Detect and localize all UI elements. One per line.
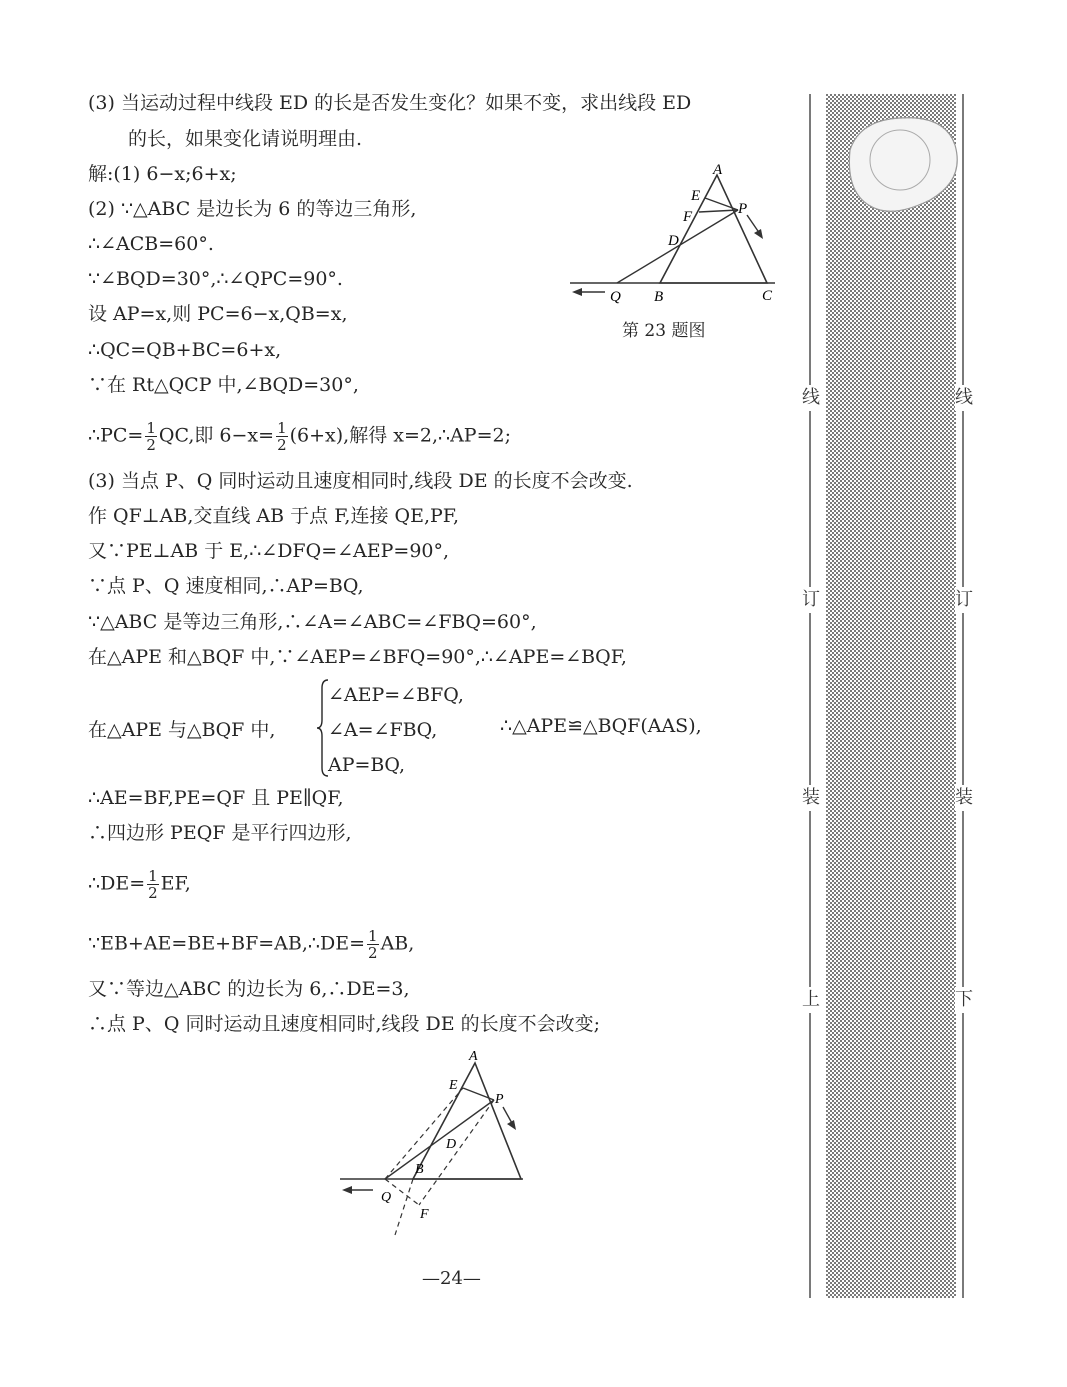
solution-line: ∴∠ACB=60°.: [88, 233, 214, 255]
solution-line: (2) ∵△ABC 是边长为 6 的等边三角形,: [88, 198, 417, 220]
solution-part-3: (3) 当点 P、Q 同时运动且速度相同时,线段 DE 的长度不会改变.: [88, 470, 633, 492]
solution-line: ∴四边形 PEQF 是平行四边形,: [88, 822, 352, 844]
solution-line: ∵△ABC 是等边三角形,∴∠A=∠ABC=∠FBQ=60°,: [88, 611, 537, 633]
solution-line-fraction: ∴PC= $\frac{1}{2}$ QC,即 6−x= $\frac{1}{2}$ (6+x),解得 x=2,∴AP=2;: [88, 419, 512, 454]
margin-char-shang: 上: [802, 987, 820, 1013]
label-D: D: [446, 1137, 457, 1152]
solution-line: 设 AP=x,则 PC=6−x,QB=x,: [88, 303, 348, 325]
figure-caption: 第 23 题图: [622, 321, 706, 341]
label-F: F: [683, 209, 693, 225]
margin-char-ding: 订: [802, 587, 820, 613]
margin-char-xia: 下: [955, 987, 973, 1013]
condition-2: ∠A=∠FBQ,: [328, 719, 438, 741]
margin-char-ding: 订: [955, 587, 973, 613]
fraction-one-half: $\frac{1}{2}$: [148, 867, 158, 902]
question-3-line-1: (3) 当运动过程中线段 ED 的长是否发生变化？如果不变，求出线段 ED: [88, 92, 692, 114]
solution-line-fraction: ∵EB+AE=BE+BF=AB,∴DE= $\frac{1}{2}$ AB,: [88, 927, 415, 962]
solution-line: ∵∠BQD=30°,∴∠QPC=90°.: [88, 268, 343, 290]
solution-line: 在△APE 和△BQF 中,∵∠AEP=∠BFQ=90°,∴∠APE=∠BQF,: [88, 646, 627, 668]
fraction-one-half: $\frac{1}{2}$: [146, 419, 156, 454]
question-3-line-2: 的长，如果变化请说明理由.: [128, 128, 363, 150]
fraction-one-half: $\frac{1}{2}$: [277, 419, 287, 454]
label-Q: Q: [381, 1190, 392, 1205]
solution-part-1: 解:(1) 6−x;6+x;: [88, 163, 237, 185]
fraction-one-half: $\frac{1}{2}$: [368, 927, 378, 962]
label-P: P: [738, 201, 748, 217]
solution-line: ∴AE=BF,PE=QF 且 PE∥QF,: [88, 787, 344, 809]
label-D: D: [668, 233, 679, 249]
label-P: P: [495, 1092, 504, 1107]
label-Q: Q: [610, 289, 621, 305]
solution-line: ∵点 P、Q 速度相同,∴AP=BQ,: [88, 575, 364, 597]
margin-char-zhuang: 装: [955, 785, 973, 811]
margin-char-xian: 线: [955, 385, 973, 411]
label-B: B: [654, 289, 664, 305]
label-E: E: [691, 188, 701, 204]
solution-line: ∵在 Rt△QCP 中,∠BQD=30°,: [88, 374, 359, 396]
congruence-result: ∴△APE≌△BQF(AAS),: [500, 715, 702, 737]
label-B: B: [415, 1162, 424, 1177]
dotted-strip: [826, 94, 956, 1298]
label-E: E: [449, 1078, 458, 1093]
margin-char-xian: 线: [802, 385, 820, 411]
solution-line: 又∵等边△ABC 的边长为 6,∴DE=3,: [88, 978, 410, 1000]
condition-3: AP=BQ,: [328, 754, 406, 776]
margin-char-zhuang: 装: [802, 785, 820, 811]
label-C: C: [762, 288, 773, 304]
solution-line: ∴点 P、Q 同时运动且速度相同时,线段 DE 的长度不会改变;: [88, 1013, 601, 1035]
label-A: A: [713, 162, 723, 178]
condition-1: ∠AEP=∠BFQ,: [328, 684, 464, 706]
page-number: —24—: [422, 1268, 481, 1289]
solution-line-fraction: ∴DE= $\frac{1}{2}$ EF,: [88, 867, 191, 902]
solution-line: ∴QC=QB+BC=6+x,: [88, 339, 282, 361]
label-A: A: [469, 1049, 478, 1064]
solution-line: 又∵PE⊥AB 于 E,∴∠DFQ=∠AEP=90°,: [88, 540, 450, 562]
label-F: F: [420, 1207, 429, 1222]
solution-line: 作 QF⊥AB,交直线 AB 于点 F,连接 QE,PF,: [88, 505, 460, 527]
